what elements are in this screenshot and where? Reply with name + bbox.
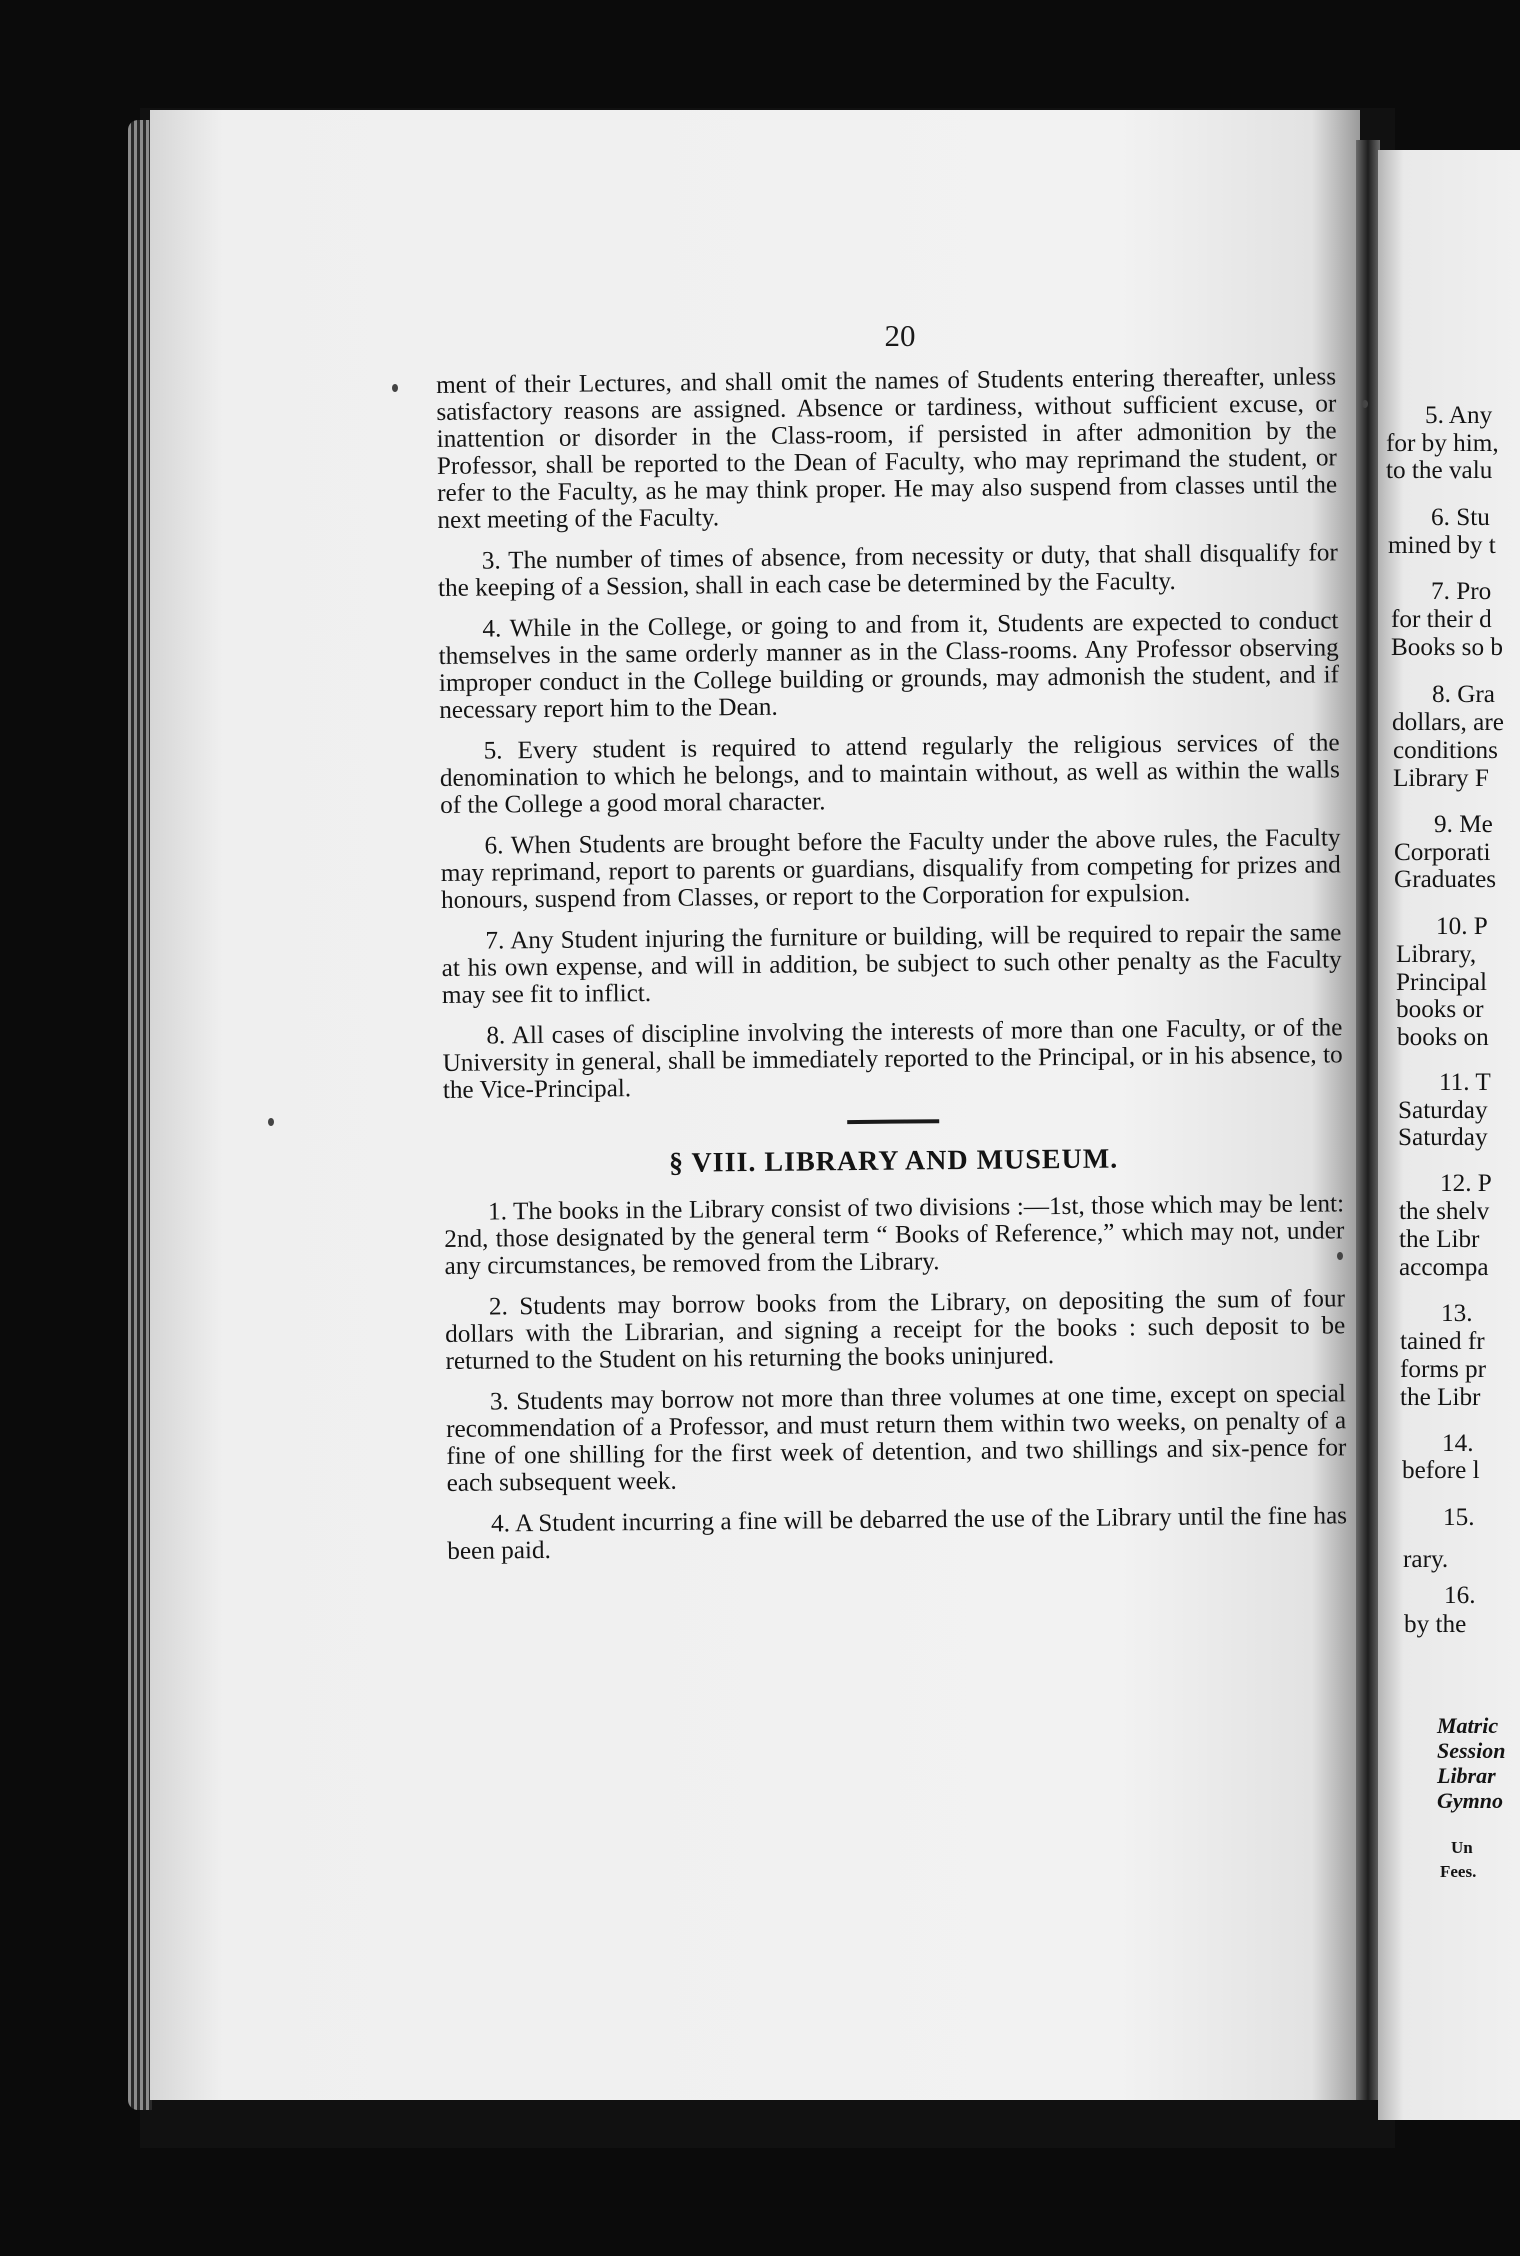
right-fragment: 10. P [1436, 913, 1488, 940]
right-fragment: 12. P [1440, 1170, 1492, 1197]
paragraph-rule-3: 3. The number of times of absence, from necessity or duty, that shall disqualify for the keeping of a Session, shall in each case be determined by the Faculty. [437, 539, 1338, 602]
right-fragment: Un [1451, 1838, 1473, 1857]
right-fragment: Corporati [1394, 839, 1491, 866]
right-fragment: 11. T [1439, 1069, 1491, 1096]
paragraph-rule-7: 7. Any Student injuring the furniture or building, will be required to repair the same at his own expense, and will in addition, be subject to such other penalty as the Faculty may see fit to inflict. [441, 919, 1342, 1009]
right-fragment: 13. [1441, 1300, 1473, 1327]
section-divider [847, 1119, 939, 1124]
right-fragment: 15. [1443, 1504, 1475, 1531]
right-page [1378, 150, 1520, 2120]
right-fragment: Graduates [1394, 866, 1497, 893]
right-fragment: Saturday [1398, 1124, 1488, 1151]
right-fragment: rary. [1403, 1546, 1449, 1573]
right-fragment: Gymno [1437, 1788, 1503, 1813]
right-fragment: 14. [1442, 1430, 1474, 1457]
ink-speck [268, 1118, 274, 1126]
right-fragment: the shelv [1399, 1198, 1490, 1225]
paragraph-rule-5: 5. Every student is required to attend regularly the religious services of the denomination to which he belongs, and to maintain without, as well as within the walls of the College a good moral character. [439, 729, 1340, 819]
right-fragment: for by him, [1386, 430, 1499, 457]
right-fragment: to the valu [1386, 457, 1493, 484]
right-fragment: 7. Pro [1431, 578, 1492, 605]
section-heading: § VIII. LIBRARY AND MUSEUM. [668, 1143, 1119, 1179]
paragraph-rule-4: 4. While in the College, or going to and from it, Students are expected to conduct themselves in the same orderly manner as in the Class-rooms. Any Professor observing improper conduct in the College building or grounds, may admonish the student, and if necessary report him to the Dean. [438, 607, 1340, 724]
right-fragment: conditions [1393, 737, 1498, 764]
right-fragment: forms pr [1400, 1356, 1487, 1383]
ink-speck [392, 384, 398, 392]
right-fragment: Books so b [1391, 634, 1503, 661]
right-fragment: Fees. [1440, 1862, 1477, 1881]
library-rule-4: 4. A Student incurring a fine will be debarred the use of the Library until the fine has been paid. [447, 1502, 1348, 1565]
right-fragment: Library F [1393, 765, 1489, 792]
right-fragment: 16. [1444, 1582, 1476, 1609]
book-gutter [1356, 140, 1380, 2100]
right-fragment: books on [1397, 1024, 1489, 1051]
ink-speck [1362, 400, 1368, 408]
library-rule-3: 3. Students may borrow not more than three volumes at one time, except on special recommendation of a Professor, and must return them within two weeks, on penalty of a fine of one shilling for the first week of detention, and two shillings and six-pence for each subsequent week. [446, 1380, 1347, 1497]
right-fragment: 9. Me [1434, 811, 1493, 838]
right-fragment: books or [1396, 996, 1484, 1023]
right-fragment: mined by t [1388, 532, 1496, 559]
paragraph-rule-8: 8. All cases of discipline involving the interests of more than one Faculty, or of the University in general, shall be immediately reported to the Principal, or in his absence, to the Vice-Principal. [442, 1014, 1343, 1104]
paragraph-continued: ment of their Lectures, and shall omit the names of Students entering thereafter, unless satisfactory reasons are assigned. Absence or tardiness, without sufficient excuse, or inattention or disorder in the Class-room, if persisted in after admonition by the Professor, shall be reported to the Dean of Faculty, who may reprimand the student, or refer to the Faculty, as he may think proper. He may also suspend from classes until the next meeting of the Faculty. [436, 363, 1338, 534]
paragraph-rule-6: 6. When Students are brought before the Faculty under the above rules, the Faculty may reprimand, report to parents or guardians, disqualify from competing for prizes and honours, suspend from Classes, or report to the Corporation for expulsion. [440, 824, 1341, 914]
right-fragment: Library, [1396, 941, 1477, 968]
right-fragment: 5. Any [1425, 402, 1493, 429]
right-fragment: accompa [1399, 1254, 1489, 1281]
right-fragment: tained fr [1400, 1328, 1485, 1355]
right-fragment: Saturday [1398, 1097, 1488, 1124]
page-edges [128, 120, 152, 2110]
page-body [436, 363, 1348, 1579]
right-fragment: the Libr [1400, 1384, 1481, 1411]
right-fragment: 8. Gra [1432, 681, 1495, 708]
library-rule-2: 2. Students may borrow books from the Library, on depositing the sum of four dollars with the Librarian, and signing a receipt for the books : such deposit to be returned to the Student on his returning the books uninjured. [445, 1285, 1346, 1375]
right-fragment: 6. Stu [1431, 504, 1490, 531]
right-fragment: the Libr [1399, 1226, 1480, 1253]
right-fragment: dollars, are [1392, 709, 1504, 736]
right-fragment: Matric [1437, 1713, 1499, 1738]
right-fragment: Librar [1437, 1763, 1496, 1788]
right-fragment: by the [1404, 1611, 1467, 1638]
library-rule-1: 1. The books in the Library consist of two divisions :—1st, those which may be lent: 2nd, those designated by the general term “ Books of Reference,” which may not, under any circumstances, be removed from the Library. [444, 1190, 1345, 1280]
right-fragment: for their d [1391, 606, 1492, 633]
right-fragment: before l [1402, 1457, 1480, 1484]
right-fragment: Session [1437, 1738, 1506, 1763]
page-number: 20 [884, 318, 916, 353]
right-fragment: Principal [1396, 969, 1487, 996]
